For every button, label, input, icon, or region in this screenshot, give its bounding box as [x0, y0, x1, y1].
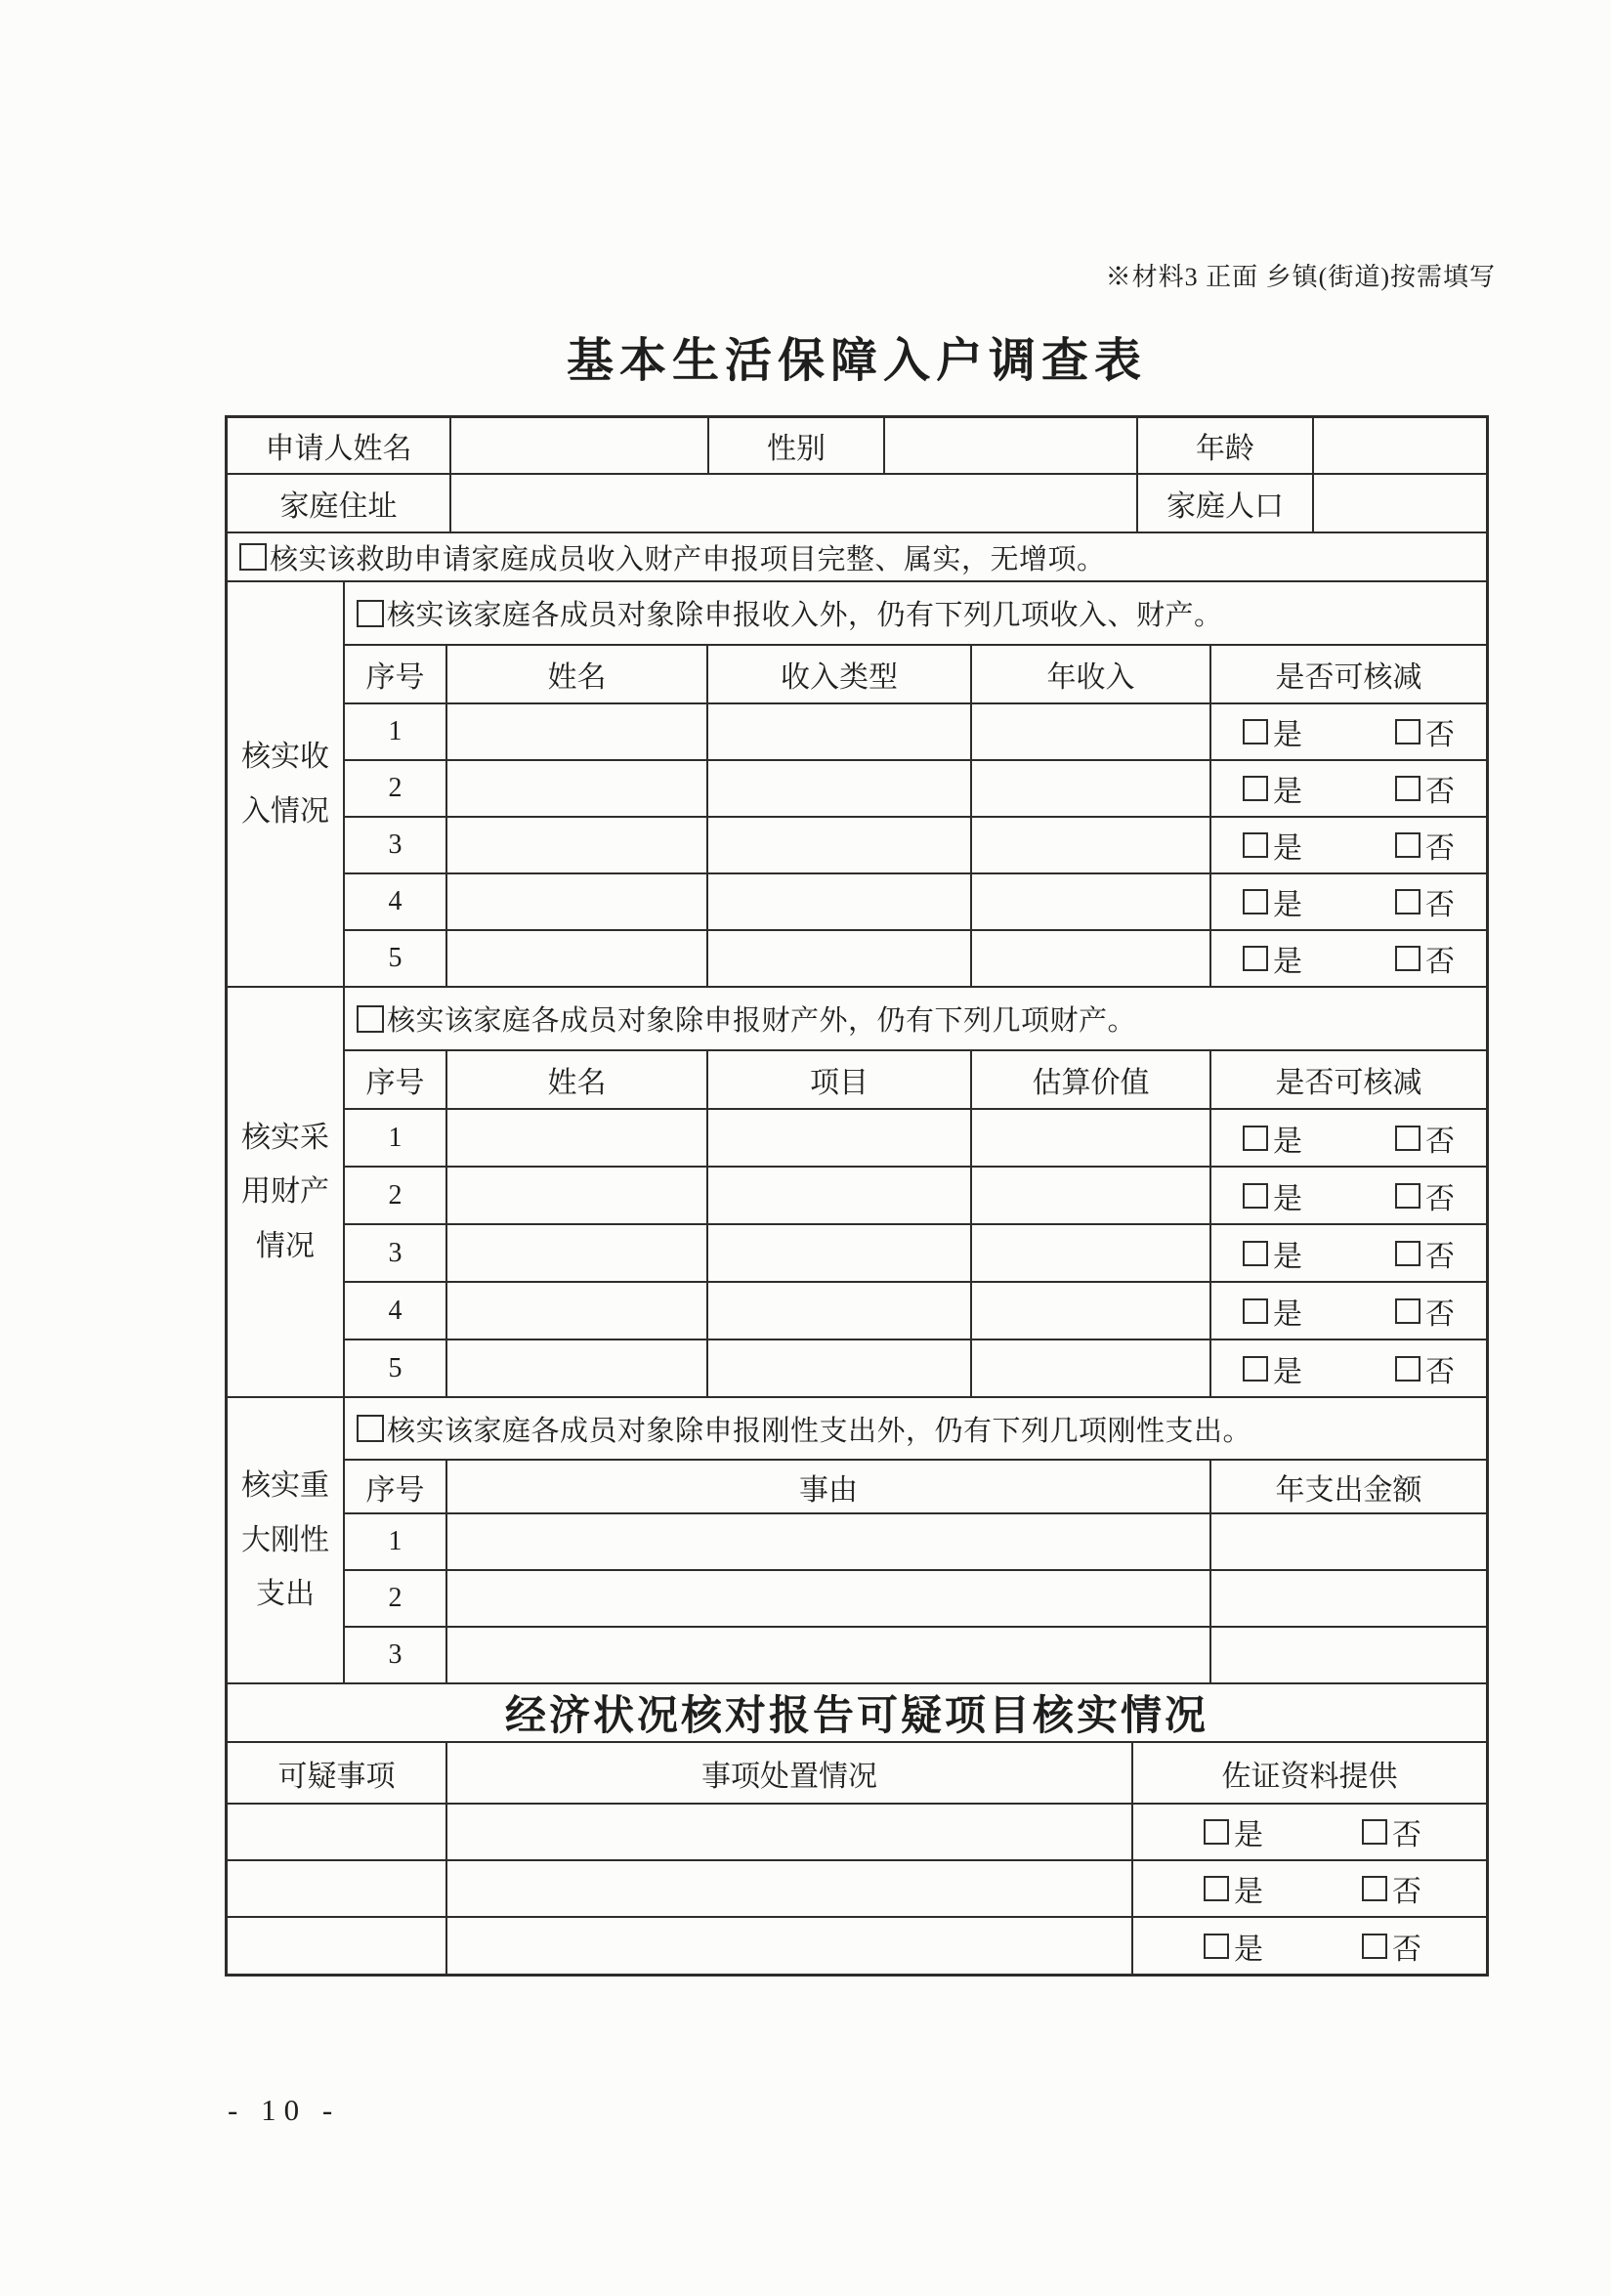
yes-label: 是 [1273, 1240, 1302, 1273]
property-statement-text: 核实该家庭各成员对象除申报财产外，仍有下列几项财产。 [387, 1005, 1137, 1037]
checkbox-icon[interactable] [239, 543, 267, 571]
no-option[interactable] [1395, 1347, 1455, 1390]
income-type-field[interactable] [708, 931, 972, 988]
yes-label: 是 [1234, 1819, 1263, 1851]
property-item-field[interactable] [708, 1283, 972, 1340]
yes-label: 是 [1273, 1125, 1302, 1158]
no-label: 否 [1392, 1876, 1421, 1908]
property-header-name: 姓名 [447, 1051, 708, 1110]
no-option[interactable] [1395, 880, 1455, 923]
declaration-text: 核实该救助申请家庭成员收入财产申报项目完整、属实，无增项。 [270, 543, 1106, 575]
income-name-field[interactable] [447, 931, 708, 988]
no-label: 否 [1425, 832, 1455, 865]
checkbox-icon[interactable] [1243, 946, 1268, 971]
checkbox-icon[interactable] [1243, 889, 1268, 914]
gender-field[interactable] [885, 418, 1138, 475]
address-label: 家庭住址 [228, 475, 451, 533]
declaration-cell [228, 533, 1486, 582]
checkbox-icon[interactable] [1243, 1241, 1268, 1266]
checkbox-icon[interactable] [1204, 1819, 1229, 1845]
no-label: 否 [1425, 946, 1455, 978]
income-deductible-cell [1211, 874, 1486, 931]
yes-label: 是 [1273, 719, 1302, 751]
report-evidence-cell [1133, 1861, 1486, 1918]
yes-option[interactable] [1243, 937, 1302, 980]
address-field[interactable] [451, 475, 1138, 533]
no-label: 否 [1425, 889, 1455, 921]
no-label: 否 [1425, 1125, 1455, 1158]
income-deductible-cell [1211, 818, 1486, 874]
yes-option[interactable] [1243, 1232, 1302, 1275]
income-statement-text: 核实该家庭各成员对象除申报收入外，仍有下列几项收入、财产。 [387, 600, 1223, 631]
income-annual-field[interactable] [972, 874, 1211, 931]
survey-form-table [225, 415, 1489, 1977]
property-row-num: 2 [345, 1168, 447, 1225]
checkbox-icon[interactable] [1362, 1876, 1387, 1901]
income-name-field[interactable] [447, 704, 708, 761]
income-row-num: 2 [345, 761, 447, 818]
income-annual-field[interactable] [972, 704, 1211, 761]
income-header-deductible: 是否可核减 [1211, 646, 1486, 704]
income-row-num: 4 [345, 874, 447, 931]
applicant-name-field[interactable] [451, 418, 709, 475]
yes-label: 是 [1273, 1355, 1302, 1388]
property-header-value: 估算价值 [972, 1051, 1211, 1110]
property-row-num: 5 [345, 1340, 447, 1398]
income-deductible-cell [1211, 761, 1486, 818]
page-number: - 10 - [228, 2093, 341, 2127]
no-option[interactable] [1362, 1810, 1421, 1853]
expense-row-num: 1 [345, 1514, 447, 1571]
info-row-address [228, 475, 1486, 533]
no-option[interactable] [1395, 1290, 1455, 1333]
income-row-num: 3 [345, 818, 447, 874]
property-name-field[interactable] [447, 1225, 708, 1283]
no-label: 否 [1425, 776, 1455, 808]
yes-option[interactable] [1243, 824, 1302, 867]
property-name-field[interactable] [447, 1110, 708, 1168]
expense-header-seq: 序号 [345, 1461, 447, 1514]
report-band [228, 1684, 1486, 1743]
property-item-field[interactable] [708, 1168, 972, 1225]
checkbox-icon[interactable] [1204, 1876, 1229, 1901]
checkbox-icon[interactable] [357, 1415, 384, 1442]
property-item-field[interactable] [708, 1340, 972, 1398]
household-size-label: 家庭人口 [1138, 475, 1314, 533]
checkbox-icon[interactable] [1243, 1183, 1268, 1209]
checkbox-icon[interactable] [357, 600, 384, 627]
yes-option[interactable] [1243, 1290, 1302, 1333]
expense-row-num: 2 [345, 1571, 447, 1628]
no-option[interactable] [1395, 1174, 1455, 1217]
report-evidence-cell [1133, 1805, 1486, 1861]
property-value-field[interactable] [972, 1110, 1211, 1168]
no-label: 否 [1392, 1933, 1421, 1966]
property-value-field[interactable] [972, 1340, 1211, 1398]
yes-option[interactable] [1243, 767, 1302, 810]
age-field[interactable] [1314, 418, 1486, 475]
form-title: 基本生活保障入户调查表 [566, 335, 1147, 387]
property-header-item: 项目 [708, 1051, 972, 1110]
income-section-label: 核实收入情况 [228, 582, 345, 988]
checkbox-icon[interactable] [1395, 1298, 1420, 1324]
report-table [228, 1743, 1486, 1974]
property-item-field[interactable] [708, 1225, 972, 1283]
report-item-field[interactable] [228, 1805, 447, 1861]
checkbox-icon[interactable] [1243, 719, 1268, 744]
no-label: 否 [1425, 1240, 1455, 1273]
income-deductible-cell [1211, 931, 1486, 988]
income-type-field[interactable] [708, 818, 972, 874]
yes-label: 是 [1273, 776, 1302, 808]
property-deductible-cell [1211, 1225, 1486, 1283]
checkbox-icon[interactable] [1395, 1126, 1420, 1151]
income-header-name: 姓名 [447, 646, 708, 704]
income-name-field[interactable] [447, 874, 708, 931]
expense-reason-field[interactable] [447, 1514, 1211, 1571]
checkbox-icon[interactable] [1362, 1819, 1387, 1845]
expense-amount-field[interactable] [1211, 1514, 1486, 1571]
yes-option[interactable] [1204, 1867, 1263, 1910]
income-row-num: 5 [345, 931, 447, 988]
property-row-num: 4 [345, 1283, 447, 1340]
income-type-field[interactable] [708, 874, 972, 931]
gender-label: 性别 [709, 418, 885, 475]
income-statement-cell [345, 582, 1486, 646]
income-section [228, 582, 1486, 988]
property-value-field[interactable] [972, 1168, 1211, 1225]
age-label: 年龄 [1138, 418, 1314, 475]
income-deductible-cell [1211, 704, 1486, 761]
no-label: 否 [1425, 1355, 1455, 1388]
header-annotation: ※材料3 正面 乡镇(街道)按需填写 [1105, 263, 1496, 291]
yes-label: 是 [1234, 1876, 1263, 1908]
yes-option[interactable] [1243, 1347, 1302, 1390]
expense-section-label: 核实重大刚性支出 [228, 1398, 345, 1684]
applicant-name-label: 申请人姓名 [228, 418, 451, 475]
property-name-field[interactable] [447, 1168, 708, 1225]
property-deductible-cell [1211, 1110, 1486, 1168]
yes-option[interactable] [1243, 1117, 1302, 1160]
report-header-item: 可疑事项 [228, 1743, 447, 1805]
report-item-field[interactable] [228, 1861, 447, 1918]
no-option[interactable] [1362, 1925, 1421, 1968]
checkbox-icon[interactable] [1243, 1356, 1268, 1382]
checkbox-icon[interactable] [1395, 776, 1420, 801]
yes-label: 是 [1273, 1182, 1302, 1215]
yes-option[interactable] [1243, 880, 1302, 923]
expense-section [228, 1398, 1486, 1684]
no-label: 否 [1392, 1819, 1421, 1851]
yes-option[interactable] [1204, 1810, 1263, 1853]
expense-statement-cell [345, 1398, 1486, 1461]
expense-amount-field[interactable] [1211, 1571, 1486, 1628]
expense-row-num: 3 [345, 1628, 447, 1684]
income-header-type: 收入类型 [708, 646, 972, 704]
info-row-applicant [228, 418, 1486, 475]
property-value-field[interactable] [972, 1225, 1211, 1283]
income-type-field[interactable] [708, 761, 972, 818]
checkbox-icon[interactable] [1243, 1298, 1268, 1324]
checkbox-icon[interactable] [1395, 719, 1420, 744]
report-header-handling: 事项处置情况 [447, 1743, 1133, 1805]
checkbox-icon[interactable] [1395, 1356, 1420, 1382]
checkbox-icon[interactable] [1395, 946, 1420, 971]
property-value-field[interactable] [972, 1283, 1211, 1340]
yes-label: 是 [1273, 946, 1302, 978]
expense-reason-field[interactable] [447, 1571, 1211, 1628]
property-name-field[interactable] [447, 1340, 708, 1398]
report-evidence-cell [1133, 1918, 1486, 1974]
yes-label: 是 [1273, 832, 1302, 865]
property-section-label: 核实采用财产情况 [228, 988, 345, 1398]
property-deductible-cell [1211, 1283, 1486, 1340]
no-label: 否 [1425, 1182, 1455, 1215]
no-option[interactable] [1395, 710, 1455, 753]
income-annual-field[interactable] [972, 931, 1211, 988]
no-label: 否 [1425, 719, 1455, 751]
report-handling-field[interactable] [447, 1861, 1133, 1918]
no-option[interactable] [1395, 824, 1455, 867]
household-size-field[interactable] [1314, 475, 1486, 533]
yes-option[interactable] [1204, 1925, 1263, 1968]
income-type-field[interactable] [708, 704, 972, 761]
report-header-evidence: 佐证资料提供 [1133, 1743, 1486, 1805]
property-header-deductible: 是否可核减 [1211, 1051, 1486, 1110]
checkbox-icon[interactable] [1243, 832, 1268, 858]
report-section-title: 经济状况核对报告可疑项目核实情况 [228, 1684, 1486, 1743]
checkbox-icon[interactable] [1395, 889, 1420, 914]
expense-statement-text: 核实该家庭各成员对象除申报刚性支出外，仍有下列几项刚性支出。 [387, 1415, 1252, 1447]
income-annual-field[interactable] [972, 818, 1211, 874]
checkbox-icon[interactable] [357, 1005, 384, 1033]
income-header-annual: 年收入 [972, 646, 1211, 704]
yes-option[interactable] [1243, 1174, 1302, 1217]
checkbox-icon[interactable] [1362, 1934, 1387, 1959]
declaration-row [228, 533, 1486, 582]
property-deductible-cell [1211, 1168, 1486, 1225]
property-header-seq: 序号 [345, 1051, 447, 1110]
checkbox-icon[interactable] [1395, 832, 1420, 858]
expense-header-reason: 事由 [447, 1461, 1211, 1514]
expense-amount-field[interactable] [1211, 1628, 1486, 1684]
yes-label: 是 [1234, 1933, 1263, 1966]
no-label: 否 [1425, 1297, 1455, 1331]
report-handling-field[interactable] [447, 1918, 1133, 1974]
expense-header-amount: 年支出金额 [1211, 1461, 1486, 1514]
report-item-field[interactable] [228, 1918, 447, 1974]
report-handling-field[interactable] [447, 1805, 1133, 1861]
no-option[interactable] [1362, 1867, 1421, 1910]
checkbox-icon[interactable] [1204, 1934, 1229, 1959]
checkbox-icon[interactable] [1243, 776, 1268, 801]
yes-label: 是 [1273, 889, 1302, 921]
yes-option[interactable] [1243, 710, 1302, 753]
property-item-field[interactable] [708, 1110, 972, 1168]
expense-reason-field[interactable] [447, 1628, 1211, 1684]
income-header-seq: 序号 [345, 646, 447, 704]
checkbox-icon[interactable] [1243, 1126, 1268, 1151]
property-row-num: 3 [345, 1225, 447, 1283]
no-option[interactable] [1395, 767, 1455, 810]
property-section [228, 988, 1486, 1398]
income-name-field[interactable] [447, 818, 708, 874]
no-option[interactable] [1395, 1232, 1455, 1275]
no-option[interactable] [1395, 1117, 1455, 1160]
income-annual-field[interactable] [972, 761, 1211, 818]
property-name-field[interactable] [447, 1283, 708, 1340]
property-row-num: 1 [345, 1110, 447, 1168]
yes-label: 是 [1273, 1297, 1302, 1331]
income-name-field[interactable] [447, 761, 708, 818]
checkbox-icon[interactable] [1395, 1183, 1420, 1209]
property-statement-cell [345, 988, 1486, 1051]
property-deductible-cell [1211, 1340, 1486, 1398]
checkbox-icon[interactable] [1395, 1241, 1420, 1266]
no-option[interactable] [1395, 937, 1455, 980]
income-row-num: 1 [345, 704, 447, 761]
